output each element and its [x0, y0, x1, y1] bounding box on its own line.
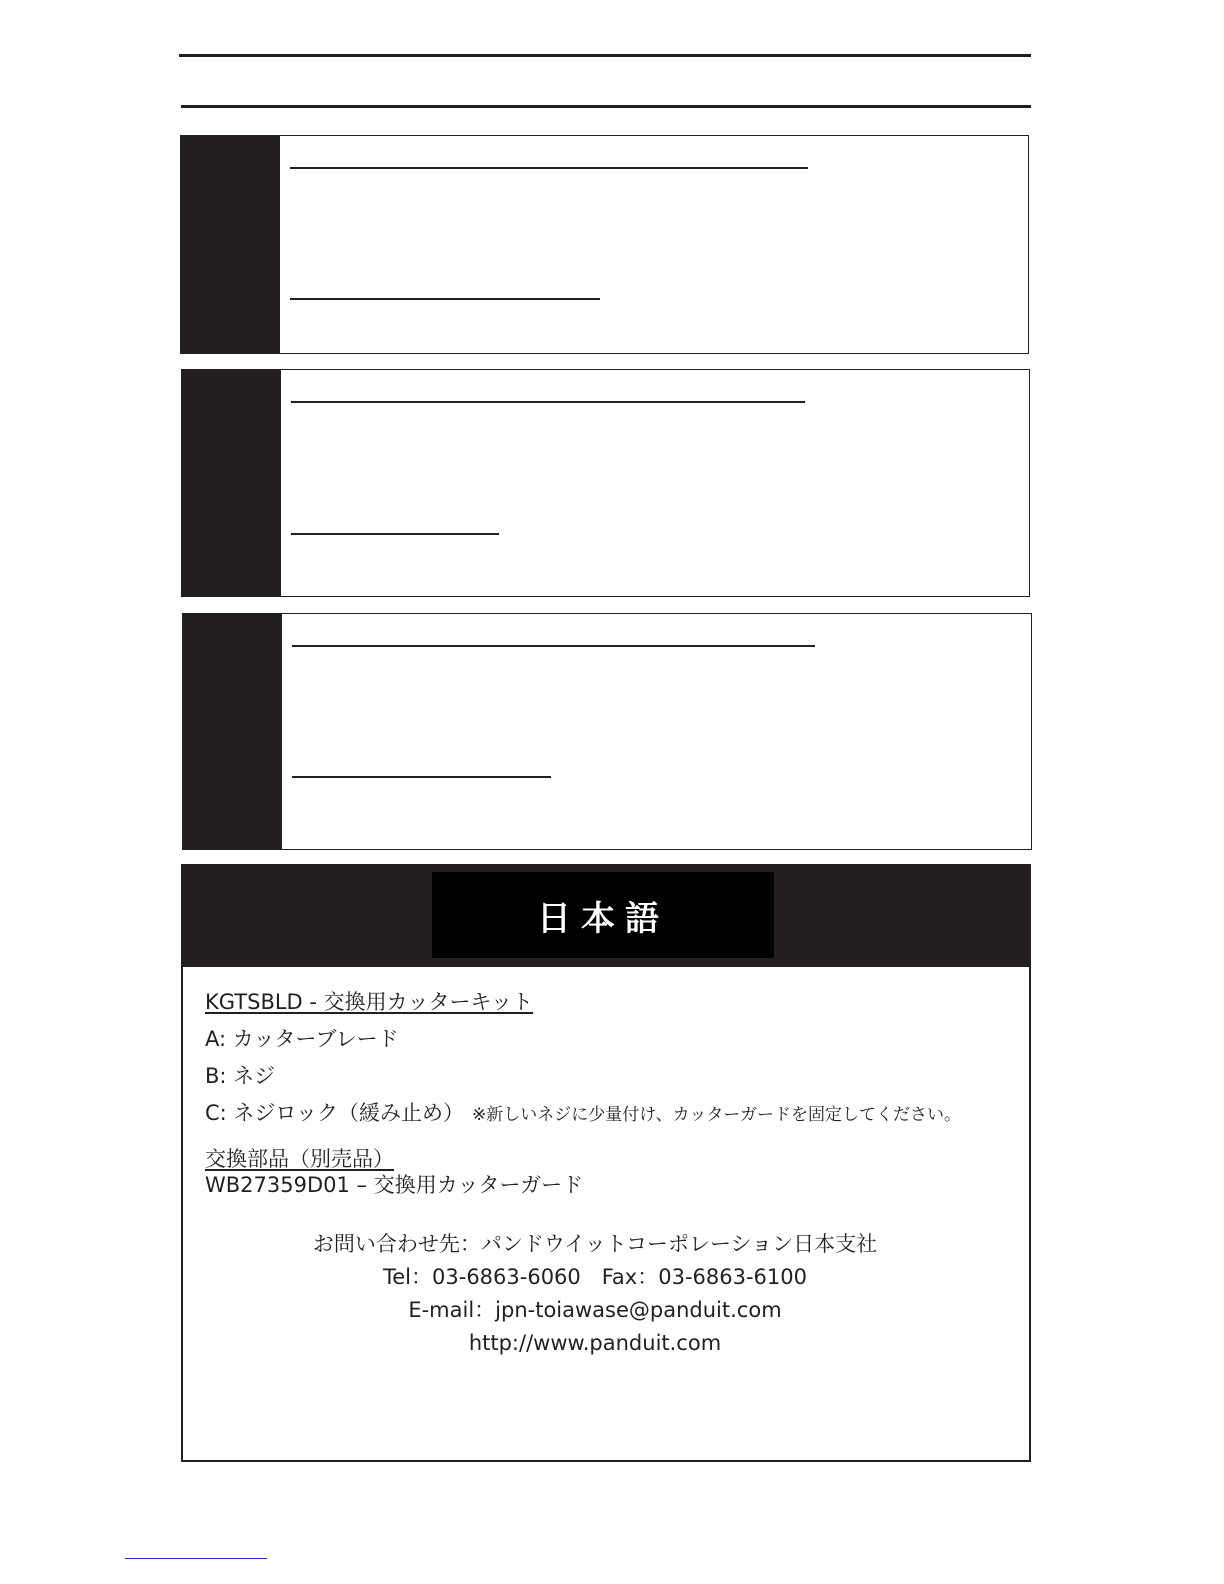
- item-b: B: ネジ: [205, 1064, 276, 1088]
- contact-phone-fax: Tel：03-6863-6060 Fax：03-6863-6100: [383, 1265, 807, 1289]
- replacement-parts: [205, 1146, 1019, 1198]
- language-tab: [181, 136, 280, 353]
- language-tab: [183, 614, 282, 849]
- contact-email[interactable]: E-mail：jpn-toiawase@panduit.com: [408, 1298, 782, 1322]
- kit-title: KGTSBLD - 交換用カッターキット: [205, 990, 534, 1014]
- language-section-3: [182, 613, 1032, 850]
- parts-heading: 交換部品（別売品）: [205, 1147, 394, 1171]
- contact-website[interactable]: http://www.panduit.com: [468, 1331, 722, 1355]
- language-section-1: [180, 135, 1029, 354]
- header-rule: [181, 105, 1031, 108]
- japanese-section: [181, 864, 1031, 1462]
- kit-title-underline: [292, 645, 815, 647]
- footer-link-underline: [125, 1558, 267, 1559]
- parts-item: WB27359D01 – 交換用カッターガード: [205, 1173, 584, 1197]
- kit-title-underline: [290, 167, 808, 169]
- item-c-label: C: ネジロック（緩み止め）: [205, 1101, 464, 1125]
- parts-heading-underline: [292, 776, 551, 778]
- language-section-2: [181, 369, 1030, 597]
- contact-company: お問い合わせ先：パンドウイットコーポレーション日本支社: [312, 1232, 878, 1256]
- contact-info: [183, 1228, 1007, 1360]
- language-tab: [182, 370, 281, 596]
- language-header: [183, 866, 1029, 967]
- language-label: 日本語: [432, 872, 774, 958]
- item-a: A: カッターブレード: [205, 1027, 399, 1051]
- item-c: [205, 1095, 1019, 1134]
- parts-heading-underline: [291, 533, 499, 535]
- kit-title-underline: [291, 401, 805, 403]
- kit-contents: [205, 984, 1019, 1198]
- parts-heading-underline: [290, 298, 600, 300]
- top-rule: [179, 54, 1031, 57]
- item-c-note: ※新しいネジに少量付け、カッターガードを固定してください。: [472, 1105, 962, 1125]
